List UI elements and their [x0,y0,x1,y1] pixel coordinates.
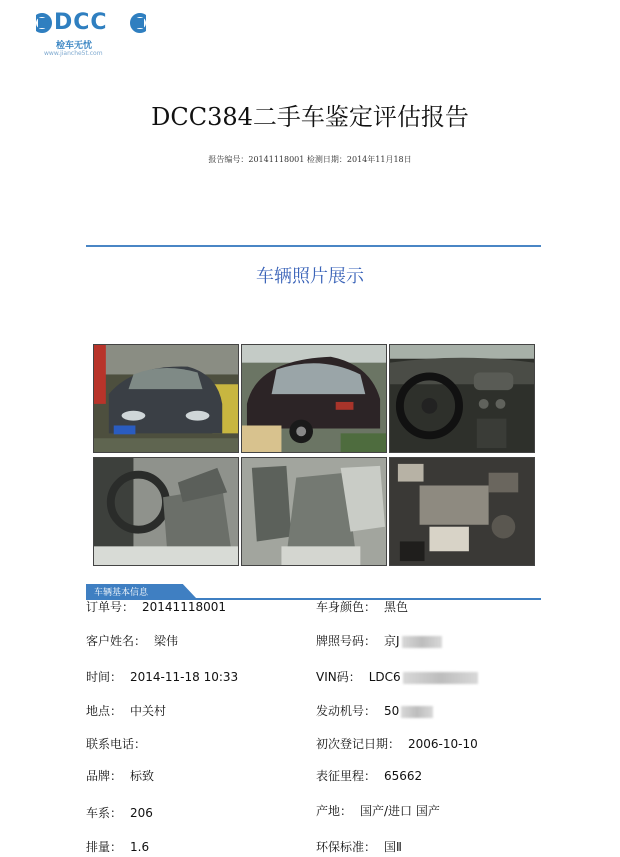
engine-no-field [316,702,433,719]
dashboard-photo[interactable] [389,344,535,453]
order-no-value: 20141118001 [142,600,226,614]
brand-label: 品牌： [86,769,123,783]
customer-field [86,632,178,649]
engine-no-label: 发动机号： [316,704,377,718]
time-field [86,668,238,685]
logo-url: www.jianche5t.com [44,50,103,57]
logo-subtitle: 检车无忧 [56,41,93,51]
first-reg-label: 初次登记日期： [316,737,401,751]
body-color-label: 车身颜色： [316,600,377,614]
displacement-field [86,838,149,855]
mileage-label: 表征里程： [316,769,377,783]
report-title: DCC384二手车鉴定评估报告 [151,103,469,131]
seat-photo[interactable] [241,457,387,566]
dcc-logo [36,8,146,58]
plate-redaction [402,636,442,648]
emission-value: 国Ⅱ [384,840,402,854]
mileage-value: 65662 [384,769,423,783]
series-value: 206 [130,806,153,820]
vin-value: LDC6 [368,670,401,684]
photo-section-title: 车辆照片展示 [256,266,364,287]
section-divider [86,245,541,247]
mileage-field [316,767,422,784]
car-rear-photo[interactable] [241,344,387,453]
location-label: 地点： [86,704,123,718]
customer-value: 梁伟 [154,634,179,648]
origin-field [316,802,440,819]
first-reg-field [316,735,478,752]
series-label: 车系： [86,806,123,820]
logo-text: DCC [54,10,108,35]
phone-label: 联系电话： [86,737,147,751]
location-value: 中关村 [130,704,167,718]
series-field [86,804,153,821]
body-color-field [316,598,408,615]
emission-field [316,838,402,855]
steering-wheel-photo[interactable] [93,457,239,566]
vin-label: VIN码： [316,670,361,684]
plate-field [316,632,442,649]
body-color-value: 黑色 [384,600,409,614]
vehicle-photo-grid [93,344,535,566]
plate-value: 京J [384,634,400,648]
origin-label: 产地： [316,804,353,818]
location-field [86,702,166,719]
origin-value: 国产/进口 国产 [360,804,440,818]
emission-label: 环保标准： [316,840,377,854]
customer-label: 客户姓名： [86,634,147,648]
brand-field [86,767,154,784]
engine-photo[interactable] [389,457,535,566]
time-value: 2014-11-18 10:33 [130,670,239,684]
info-section-label: 车辆基本信息 [94,588,149,598]
order-no-label: 订单号： [86,600,135,614]
logo-mark [36,8,146,38]
engine-no-value: 50 [384,704,400,718]
time-label: 时间： [86,670,123,684]
phone-field [86,735,154,752]
vin-redaction [403,672,478,684]
order-no-field [86,598,226,615]
report-meta: 报告编号：20141118001 检测日期：2014年11月18日 [208,155,412,164]
engine-no-redaction [401,706,433,718]
brand-value: 标致 [130,769,155,783]
displacement-label: 排量： [86,840,123,854]
first-reg-value: 2006-10-10 [408,737,478,751]
displacement-value: 1.6 [130,840,150,854]
car-front-photo[interactable] [93,344,239,453]
plate-label: 牌照号码： [316,634,377,648]
vin-field [316,668,478,685]
